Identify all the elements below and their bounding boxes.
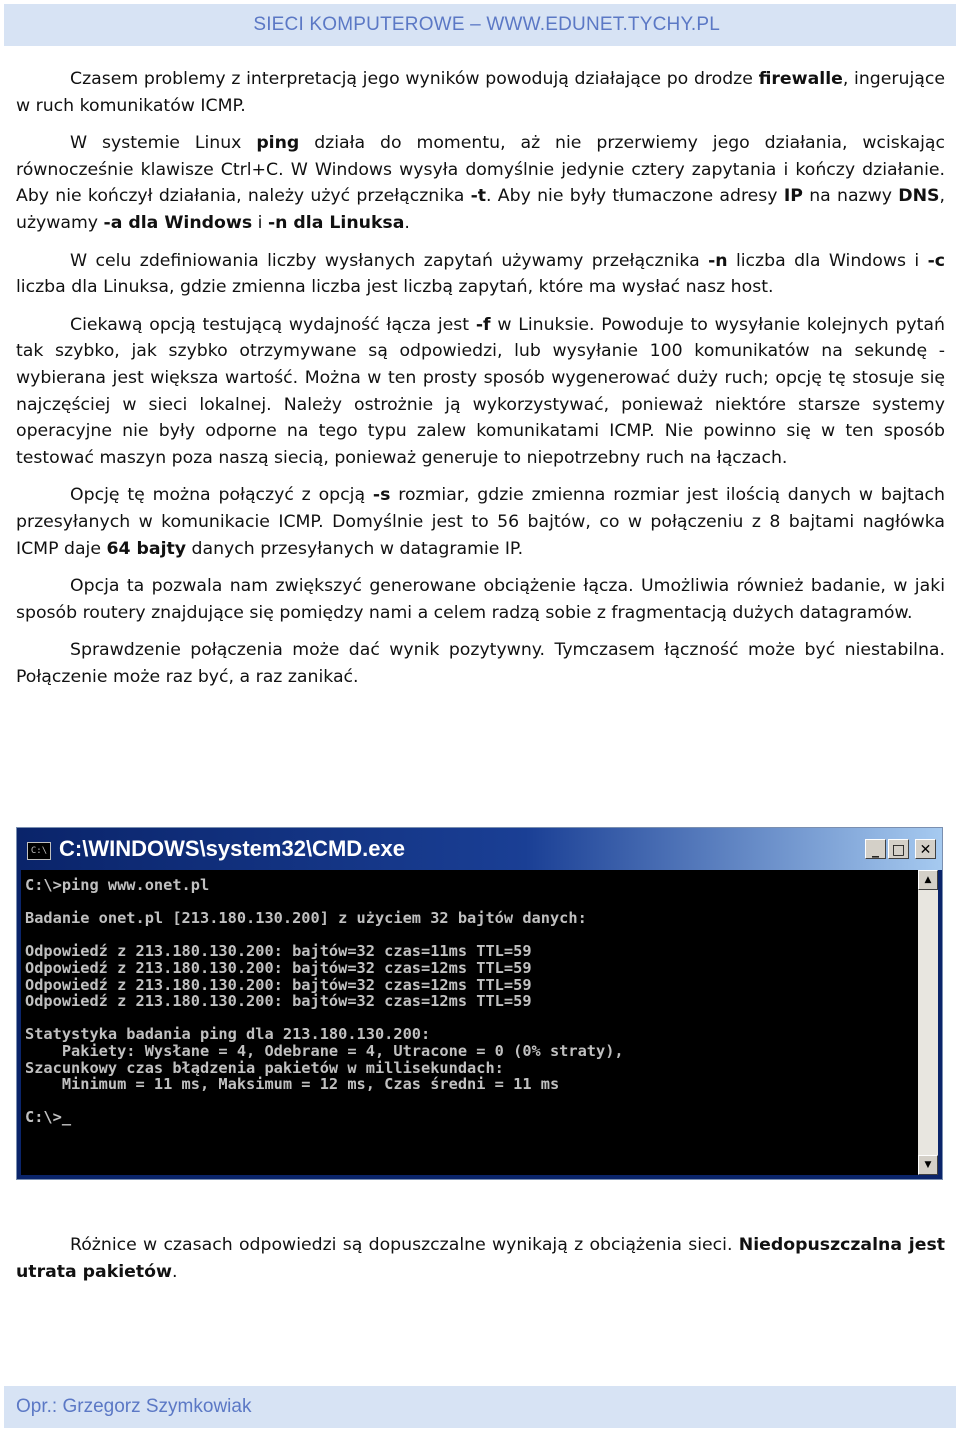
close-button[interactable]: ✕ bbox=[915, 839, 936, 859]
page-footer: Opr.: Grzegorz Szymkowiak bbox=[4, 1386, 956, 1428]
console-output[interactable] bbox=[21, 870, 918, 1175]
paragraph-firewalls: Czasem problemy z interpretacją jego wyników powodują działające po drodze firewalle, ingerujące w ruch komunikatów ICMP. bbox=[16, 69, 945, 116]
paragraph-query-count: W celu zdefiniowania liczby wysłanych zapytań używamy przełącznika -n liczba dla Windows i -c liczba dla Linuksa, gdzie zmienna liczba jest liczbą zapytań, które ma wysłać nasz host. bbox=[16, 250, 945, 298]
console-text: C:\>ping www.onet.pl Badanie onet.pl [213.180.130.200] z użyciem 32 bajtów danych: Odpowiedź z 213.180.130.200: bajtów=32 czas=11ms TTL=59 Odpowiedź z 213.180.130.200: bajtów=32 czas=12ms TTL=59 Odpowiedź z 213.180.130.200: bajtów=32 czas=12ms TTL=59 Odpowiedź z 213.180.130.200: bajtów=32 czas=12ms TTL=59 Statystyka badania ping dla 213.180.130.200: Pakiety: Wysłane = 4, Odebrane = 4, Utracone = 0 (0% straty), Szacunkowy czas błądzenia pakietów w millisekundach: Minimum = 11 ms, Maksimum = 12 ms, Czas średni = 11 ms C:\>_ bbox=[25, 876, 624, 1127]
paragraph-ping-linux-windows: W systemie Linux ping działa do momentu, aż nie przerwiemy jego działania, wciskając równocześnie klawisze Ctrl+C. W Windows wysyła domyślnie jedynie cztery zapytania i kończy działanie. Aby nie kończył działania, należy użyć przełącznika -t. Aby nie były tłumaczone adresy IP na nazwy DNS, używamy -a dla Windows i -n dla Linuksa. bbox=[16, 133, 946, 233]
scroll-down-icon[interactable]: ▼ bbox=[918, 1155, 938, 1175]
paragraph-flood-option: Ciekawą opcją testującą wydajność łącza jest -f w Linuksie. Powoduje to wysyłanie kolejnych pytań tak szybko, jak szybko otrzymywane są odpowiedzi, lub wysyłanie 100 komunikatów na sekundę - wybierana jest większa wartość. Można w ten prosty sposób wygenerować duży ruch; opcję tę stosuje się najczęściej w sieci lokalnej. Należy ostrożnie ją wykorzystywać, ponieważ niektóre starsze systemy operacyjne nie były odporne na tego typu zalew komunikatami ICMP. Nie powinno się w ten sposób testować maszyn poza naszą siecią, ponieważ generuje to niepotrzebny ruch na łączach. bbox=[16, 314, 945, 468]
paragraph-fragmentation: Opcja ta pozwala nam zwiększyć generowane obciążenie łącza. Umożliwia również badanie, w jaki sposób routery znajdujące się pomiędzy nami a celem radzą sobie z fragmentacją dużych datagramów. bbox=[16, 576, 945, 623]
document-body-after-figure bbox=[16, 1232, 945, 1285]
cmd-window-title: C:\WINDOWS\system32\CMD.exe bbox=[59, 836, 405, 861]
document-body bbox=[16, 66, 945, 701]
paragraph-packet-loss: Różnice w czasach odpowiedzi są dopuszczalne wynikają z obciążenia sieci. Niedopuszczalna jest utrata pakietów. bbox=[16, 1235, 945, 1282]
window-controls bbox=[863, 839, 936, 859]
page-header: SIECI KOMPUTEROWE – WWW.EDUNET.TYCHY.PL bbox=[4, 4, 956, 46]
cmd-title-bar bbox=[17, 828, 942, 870]
scroll-up-icon[interactable]: ▲ bbox=[918, 870, 938, 890]
minimize-button[interactable]: _ bbox=[865, 839, 886, 859]
paragraph-stability: Sprawdzenie połączenia może dać wynik pozytywny. Tymczasem łączność może być niestabilna. Połączenie może raz być, a raz zanikać. bbox=[16, 640, 945, 687]
maximize-button[interactable]: □ bbox=[888, 839, 909, 859]
vertical-scrollbar[interactable] bbox=[918, 870, 938, 1175]
paragraph-size-option: Opcję tę można połączyć z opcją -s rozmiar, gdzie zmienna rozmiar jest ilością danych w bajtach przesyłanych w komunikacie ICMP. Domyślnie jest to 56 bajtów, co w połączeniu z 8 bajtami nagłówka ICMP daje 64 bajty danych przesyłanych w datagramie IP. bbox=[16, 485, 945, 559]
cmd-window-screenshot bbox=[16, 827, 943, 1180]
console-app-icon: C:\ bbox=[27, 842, 51, 860]
